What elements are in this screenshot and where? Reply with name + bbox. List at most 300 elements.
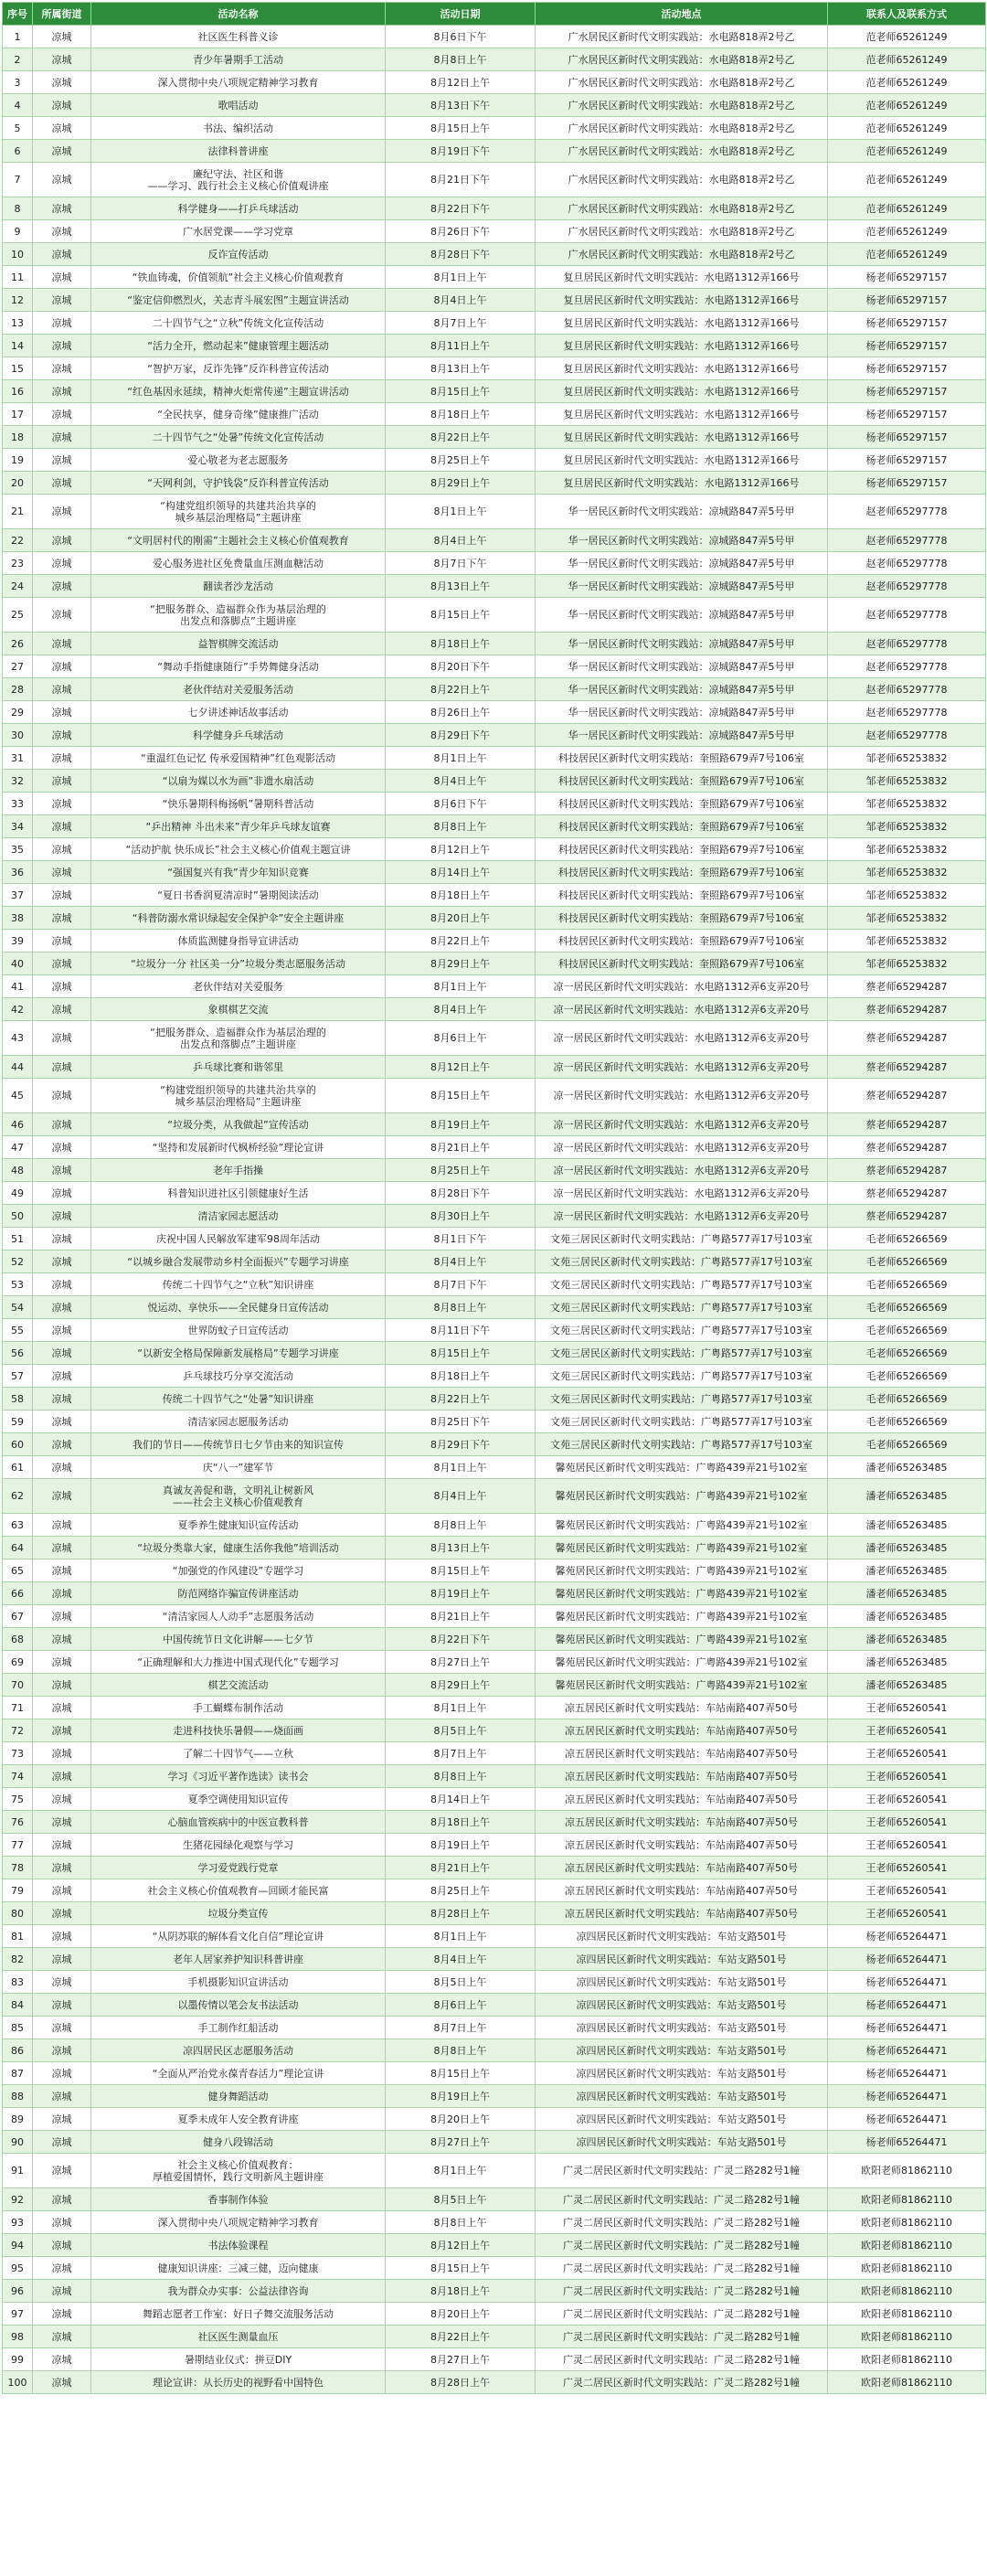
- cell-activity-date: 8月8日上午: [386, 1514, 536, 1537]
- cell-serial: 30: [3, 724, 33, 747]
- cell-serial: 51: [3, 1228, 33, 1251]
- cell-activity-location: 凉五居民区新时代文明实践站：车站南路407弄50号: [536, 1834, 828, 1857]
- table-row: [3, 495, 986, 529]
- cell-activity-location: 广水居民区新时代文明实践站：水电路818弄2号乙: [536, 26, 828, 48]
- cell-street: 凉城: [33, 1388, 91, 1410]
- cell-activity-date: 8月6日上午: [386, 1994, 536, 2017]
- cell-serial: 69: [3, 1651, 33, 1674]
- cell-street: 凉城: [33, 1537, 91, 1559]
- cell-contact: 杨老师65297157: [828, 289, 986, 312]
- cell-activity-date: 8月6日上午: [386, 1021, 536, 1056]
- cell-street: 凉城: [33, 998, 91, 1021]
- cell-activity-date: 8月11日下午: [386, 1319, 536, 1342]
- cell-activity-location: 文苑三居民区新时代文明实践站：广粤路577弄17号103室: [536, 1228, 828, 1251]
- cell-serial: 12: [3, 289, 33, 312]
- cell-activity-location: 华一居民区新时代文明实践站：凉城路847弄5号甲: [536, 678, 828, 701]
- cell-activity-date: 8月8日上午: [386, 1765, 536, 1788]
- header-activity-name: 活动名称: [91, 3, 386, 26]
- cell-activity-name: 垃圾分类宣传: [91, 1902, 386, 1925]
- cell-street: 凉城: [33, 48, 91, 71]
- cell-street: 凉城: [33, 117, 91, 140]
- table-row: [3, 2017, 986, 2039]
- cell-activity-location: 文苑三居民区新时代文明实践站：广粤路577弄17号103室: [536, 1319, 828, 1342]
- cell-contact: 欧阳老师81862110: [828, 2257, 986, 2280]
- cell-serial: 13: [3, 312, 33, 335]
- cell-activity-name: “活动护航 快乐成长”社会主义核心价值观主题宣讲: [91, 838, 386, 861]
- table-row: [3, 2085, 986, 2108]
- cell-serial: 39: [3, 930, 33, 953]
- cell-contact: 欧阳老师81862110: [828, 2211, 986, 2234]
- cell-activity-location: 广灵二居民区新时代文明实践站：广灵二路282号1幢: [536, 2154, 828, 2188]
- cell-street: 凉城: [33, 1605, 91, 1628]
- cell-contact: 潘老师65263485: [828, 1479, 986, 1514]
- cell-activity-location: 凉五居民区新时代文明实践站：车站南路407弄50号: [536, 1765, 828, 1788]
- cell-contact: 杨老师65264471: [828, 1971, 986, 1994]
- cell-activity-date: 8月28日下午: [386, 243, 536, 266]
- cell-activity-name: “从阴苏联的解体看文化自信”理论宣讲: [91, 1925, 386, 1948]
- cell-activity-location: 文苑三居民区新时代文明实践站：广粤路577弄17号103室: [536, 1296, 828, 1319]
- table-row: [3, 48, 986, 71]
- cell-activity-date: 8月1日上午: [386, 1925, 536, 1948]
- table-row: [3, 633, 986, 655]
- table-row: [3, 701, 986, 724]
- cell-activity-date: 8月29日下午: [386, 1433, 536, 1456]
- cell-activity-location: 华一居民区新时代文明实践站：凉城路847弄5号甲: [536, 495, 828, 529]
- table-row: [3, 1559, 986, 1582]
- cell-street: 凉城: [33, 2108, 91, 2131]
- cell-activity-location: 复旦居民区新时代文明实践站：水电路1312弄166号: [536, 380, 828, 403]
- cell-activity-name: 广水居党课——学习党章: [91, 220, 386, 243]
- cell-contact: 毛老师65266569: [828, 1273, 986, 1296]
- cell-serial: 77: [3, 1834, 33, 1857]
- cell-activity-name: “加强党的作风建设”专题学习: [91, 1559, 386, 1582]
- cell-activity-date: 8月7日下午: [386, 1273, 536, 1296]
- table-row: [3, 2188, 986, 2211]
- cell-activity-date: 8月15日上午: [386, 2062, 536, 2085]
- cell-serial: 94: [3, 2234, 33, 2257]
- cell-activity-date: 8月1日上午: [386, 975, 536, 998]
- cell-street: 凉城: [33, 1994, 91, 2017]
- cell-street: 凉城: [33, 655, 91, 678]
- cell-serial: 59: [3, 1410, 33, 1433]
- cell-serial: 61: [3, 1456, 33, 1479]
- cell-contact: 毛老师65266569: [828, 1365, 986, 1388]
- table-row: [3, 793, 986, 815]
- cell-contact: 潘老师65263485: [828, 1456, 986, 1479]
- cell-activity-date: 8月8日上午: [386, 815, 536, 838]
- cell-street: 凉城: [33, 1228, 91, 1251]
- cell-activity-location: 凉一居民区新时代文明实践站：水电路1312弄6支弄20号: [536, 1205, 828, 1228]
- cell-activity-date: 8月27日上午: [386, 2131, 536, 2154]
- cell-contact: 毛老师65266569: [828, 1410, 986, 1433]
- cell-serial: 76: [3, 1811, 33, 1834]
- cell-street: 凉城: [33, 598, 91, 633]
- cell-serial: 31: [3, 747, 33, 770]
- cell-activity-date: 8月8日上午: [386, 48, 536, 71]
- cell-activity-date: 8月13日上午: [386, 357, 536, 380]
- cell-serial: 71: [3, 1697, 33, 1719]
- cell-activity-date: 8月18日上午: [386, 403, 536, 426]
- table-row: [3, 2154, 986, 2188]
- cell-activity-name: “科普防溺水常识绿起安全保护伞”安全主题讲座: [91, 907, 386, 930]
- cell-activity-name: 手工制作红船活动: [91, 2017, 386, 2039]
- cell-serial: 9: [3, 220, 33, 243]
- table-row: [3, 1251, 986, 1273]
- cell-street: 凉城: [33, 747, 91, 770]
- cell-contact: 范老师65261249: [828, 243, 986, 266]
- cell-serial: 99: [3, 2348, 33, 2371]
- cell-activity-name: 走进科技快乐暑假——烧面画: [91, 1719, 386, 1742]
- cell-activity-location: 复旦居民区新时代文明实践站：水电路1312弄166号: [536, 266, 828, 289]
- cell-activity-location: 广水居民区新时代文明实践站：水电路818弄2号乙: [536, 140, 828, 163]
- cell-contact: 赵老师65297778: [828, 575, 986, 598]
- cell-activity-location: 复旦居民区新时代文明实践站：水电路1312弄166号: [536, 335, 828, 357]
- cell-activity-location: 凉四居民区新时代文明实践站：车站支路501号: [536, 2017, 828, 2039]
- cell-serial: 10: [3, 243, 33, 266]
- cell-activity-date: 8月21日上午: [386, 1136, 536, 1159]
- cell-contact: 赵老师65297778: [828, 495, 986, 529]
- cell-activity-name: “以新安全格局保障新发展格局”专题学习讲座: [91, 1342, 386, 1365]
- table-row: [3, 1628, 986, 1651]
- cell-contact: 蔡老师65294287: [828, 1021, 986, 1056]
- cell-serial: 100: [3, 2371, 33, 2394]
- cell-contact: 毛老师65266569: [828, 1251, 986, 1273]
- cell-street: 凉城: [33, 1456, 91, 1479]
- cell-activity-location: 凉一居民区新时代文明实践站：水电路1312弄6支弄20号: [536, 1079, 828, 1113]
- table-row: [3, 1765, 986, 1788]
- cell-activity-date: 8月19日上午: [386, 1834, 536, 1857]
- cell-serial: 22: [3, 529, 33, 552]
- cell-street: 凉城: [33, 1159, 91, 1182]
- table-row: [3, 2348, 986, 2371]
- cell-activity-name: 老伙伴结对关爱服务: [91, 975, 386, 998]
- cell-street: 凉城: [33, 289, 91, 312]
- table-row: [3, 1182, 986, 1205]
- table-row: [3, 117, 986, 140]
- cell-street: 凉城: [33, 815, 91, 838]
- cell-activity-location: 凉五居民区新时代文明实践站：车站南路407弄50号: [536, 1902, 828, 1925]
- cell-serial: 97: [3, 2303, 33, 2326]
- cell-activity-name: 香事制作体验: [91, 2188, 386, 2211]
- cell-activity-name: 科学健身乒乓球活动: [91, 724, 386, 747]
- cell-activity-date: 8月1日上午: [386, 747, 536, 770]
- cell-street: 凉城: [33, 1582, 91, 1605]
- cell-street: 凉城: [33, 2062, 91, 2085]
- cell-activity-date: 8月28日上午: [386, 1902, 536, 1925]
- cell-activity-date: 8月29日上午: [386, 472, 536, 495]
- table-row: [3, 197, 986, 220]
- cell-contact: 蔡老师65294287: [828, 1159, 986, 1182]
- cell-serial: 29: [3, 701, 33, 724]
- cell-street: 凉城: [33, 1971, 91, 1994]
- cell-activity-name: 七夕讲述神话故事活动: [91, 701, 386, 724]
- cell-activity-name: 歌唱活动: [91, 94, 386, 117]
- cell-serial: 33: [3, 793, 33, 815]
- cell-contact: 王老师65260541: [828, 1902, 986, 1925]
- cell-activity-name: 二十四节气之“立秋”传统文化宣传活动: [91, 312, 386, 335]
- cell-contact: 杨老师65264471: [828, 2108, 986, 2131]
- cell-activity-location: 华一居民区新时代文明实践站：凉城路847弄5号甲: [536, 633, 828, 655]
- cell-street: 凉城: [33, 2303, 91, 2326]
- cell-activity-name: 学习《习近平著作选读》读书会: [91, 1765, 386, 1788]
- table-row: [3, 770, 986, 793]
- cell-activity-date: 8月4日上午: [386, 289, 536, 312]
- cell-activity-location: 馨苑居民区新时代文明实践站：广粤路439弄21号102室: [536, 1582, 828, 1605]
- cell-serial: 66: [3, 1582, 33, 1605]
- cell-activity-name: “鉴定信仰燃烈火，关志青斗展宏图”主题宣讲活动: [91, 289, 386, 312]
- table-row: [3, 529, 986, 552]
- cell-street: 凉城: [33, 1765, 91, 1788]
- cell-activity-name: “垃圾分一分 社区美一分”垃圾分类志愿服务活动: [91, 953, 386, 975]
- cell-activity-name: 翻读者沙龙活动: [91, 575, 386, 598]
- cell-serial: 37: [3, 884, 33, 907]
- cell-contact: 欧阳老师81862110: [828, 2154, 986, 2188]
- cell-activity-date: 8月1日下午: [386, 1228, 536, 1251]
- cell-activity-location: 广灵二居民区新时代文明实践站：广灵二路282号1幢: [536, 2234, 828, 2257]
- cell-contact: 赵老师65297778: [828, 655, 986, 678]
- cell-street: 凉城: [33, 1273, 91, 1296]
- table-row: [3, 449, 986, 472]
- table-row: [3, 598, 986, 633]
- cell-activity-location: 华一居民区新时代文明实践站：凉城路847弄5号甲: [536, 701, 828, 724]
- cell-activity-date: 8月20日上午: [386, 907, 536, 930]
- cell-contact: 王老师65260541: [828, 1879, 986, 1902]
- cell-activity-name: 健康知识讲座：三减三健，迈向健康: [91, 2257, 386, 2280]
- cell-activity-location: 科技居民区新时代文明实践站：奎照路679弄7号106室: [536, 747, 828, 770]
- cell-serial: 75: [3, 1788, 33, 1811]
- cell-serial: 15: [3, 357, 33, 380]
- cell-activity-date: 8月7日上午: [386, 2017, 536, 2039]
- cell-street: 凉城: [33, 94, 91, 117]
- cell-activity-date: 8月4日上午: [386, 529, 536, 552]
- cell-activity-date: 8月15日上午: [386, 1342, 536, 1365]
- cell-street: 凉城: [33, 2154, 91, 2188]
- cell-contact: 欧阳老师81862110: [828, 2188, 986, 2211]
- cell-activity-name: “文明居村代的刚需”主题社会主义核心价值观教育: [91, 529, 386, 552]
- cell-activity-name: 夏季养生健康知识宣传活动: [91, 1514, 386, 1537]
- cell-serial: 88: [3, 2085, 33, 2108]
- table-row: [3, 2326, 986, 2348]
- table-row: [3, 1319, 986, 1342]
- cell-activity-location: 广灵二居民区新时代文明实践站：广灵二路282号1幢: [536, 2348, 828, 2371]
- cell-contact: 王老师65260541: [828, 1788, 986, 1811]
- cell-activity-date: 8月18日上午: [386, 1365, 536, 1388]
- table-row: [3, 2211, 986, 2234]
- cell-activity-name: “舞动手指健康随行”手势舞健身活动: [91, 655, 386, 678]
- table-row: [3, 1948, 986, 1971]
- cell-contact: 蔡老师65294287: [828, 1113, 986, 1136]
- cell-street: 凉城: [33, 633, 91, 655]
- cell-activity-date: 8月25日上午: [386, 449, 536, 472]
- cell-activity-date: 8月12日上午: [386, 71, 536, 94]
- cell-activity-name: 科普知识进社区引领健康好生活: [91, 1182, 386, 1205]
- cell-serial: 90: [3, 2131, 33, 2154]
- cell-serial: 23: [3, 552, 33, 575]
- cell-activity-date: 8月29日上午: [386, 1674, 536, 1697]
- cell-activity-date: 8月30日上午: [386, 1205, 536, 1228]
- cell-serial: 21: [3, 495, 33, 529]
- cell-activity-date: 8月20日下午: [386, 655, 536, 678]
- cell-contact: 杨老师65264471: [828, 2085, 986, 2108]
- cell-activity-location: 华一居民区新时代文明实践站：凉城路847弄5号甲: [536, 724, 828, 747]
- table-row: [3, 403, 986, 426]
- cell-contact: 潘老师65263485: [828, 1605, 986, 1628]
- cell-serial: 86: [3, 2039, 33, 2062]
- cell-serial: 43: [3, 1021, 33, 1056]
- cell-street: 凉城: [33, 930, 91, 953]
- cell-street: 凉城: [33, 907, 91, 930]
- cell-activity-location: 华一居民区新时代文明实践站：凉城路847弄5号甲: [536, 598, 828, 633]
- cell-contact: 邹老师65253832: [828, 770, 986, 793]
- cell-serial: 56: [3, 1342, 33, 1365]
- cell-street: 凉城: [33, 1674, 91, 1697]
- cell-contact: 赵老师65297778: [828, 678, 986, 701]
- cell-activity-date: 8月7日下午: [386, 552, 536, 575]
- cell-activity-date: 8月5日上午: [386, 1971, 536, 1994]
- cell-activity-date: 8月4日上午: [386, 1948, 536, 1971]
- cell-serial: 45: [3, 1079, 33, 1113]
- table-row: [3, 2131, 986, 2154]
- cell-activity-location: 凉四居民区新时代文明实践站：车站支路501号: [536, 2085, 828, 2108]
- cell-serial: 36: [3, 861, 33, 884]
- cell-activity-location: 广灵二居民区新时代文明实践站：广灵二路282号1幢: [536, 2188, 828, 2211]
- table-row: [3, 1410, 986, 1433]
- cell-activity-location: 凉一居民区新时代文明实践站：水电路1312弄6支弄20号: [536, 1021, 828, 1056]
- cell-activity-date: 8月22日上午: [386, 2326, 536, 2348]
- table-row: [3, 1582, 986, 1605]
- cell-street: 凉城: [33, 1479, 91, 1514]
- cell-contact: 王老师65260541: [828, 1834, 986, 1857]
- cell-activity-location: 文苑三居民区新时代文明实践站：广粤路577弄17号103室: [536, 1365, 828, 1388]
- cell-activity-location: 广灵二居民区新时代文明实践站：广灵二路282号1幢: [536, 2326, 828, 2348]
- table-row: [3, 1205, 986, 1228]
- cell-activity-date: 8月26日下午: [386, 220, 536, 243]
- cell-activity-location: 文苑三居民区新时代文明实践站：广粤路577弄17号103室: [536, 1273, 828, 1296]
- cell-contact: 杨老师65264471: [828, 1925, 986, 1948]
- cell-serial: 25: [3, 598, 33, 633]
- cell-street: 凉城: [33, 1342, 91, 1365]
- cell-contact: 欧阳老师81862110: [828, 2326, 986, 2348]
- cell-activity-name: 科学健身——打乒乓球活动: [91, 197, 386, 220]
- cell-activity-location: 广灵二居民区新时代文明实践站：广灵二路282号1幢: [536, 2280, 828, 2303]
- cell-street: 凉城: [33, 357, 91, 380]
- cell-activity-date: 8月12日上午: [386, 838, 536, 861]
- cell-activity-name: 体质监测健身指导宣讲活动: [91, 930, 386, 953]
- cell-activity-location: 科技居民区新时代文明实践站：奎照路679弄7号106室: [536, 884, 828, 907]
- cell-street: 凉城: [33, 838, 91, 861]
- cell-street: 凉城: [33, 1251, 91, 1273]
- cell-serial: 40: [3, 953, 33, 975]
- cell-activity-location: 文苑三居民区新时代文明实践站：广粤路577弄17号103室: [536, 1388, 828, 1410]
- cell-serial: 35: [3, 838, 33, 861]
- table-row: [3, 472, 986, 495]
- table-row: [3, 1994, 986, 2017]
- cell-contact: 赵老师65297778: [828, 701, 986, 724]
- cell-activity-location: 复旦居民区新时代文明实践站：水电路1312弄166号: [536, 357, 828, 380]
- cell-serial: 46: [3, 1113, 33, 1136]
- cell-contact: 邹老师65253832: [828, 747, 986, 770]
- cell-activity-location: 凉五居民区新时代文明实践站：车站南路407弄50号: [536, 1879, 828, 1902]
- cell-street: 凉城: [33, 2371, 91, 2394]
- cell-street: 凉城: [33, 449, 91, 472]
- cell-street: 凉城: [33, 953, 91, 975]
- cell-activity-date: 8月19日上午: [386, 1113, 536, 1136]
- table-row: [3, 140, 986, 163]
- cell-activity-name: 夏季空调使用知识宣传: [91, 1788, 386, 1811]
- cell-activity-name: 理论宣讲：从长历史的视野看中国特色: [91, 2371, 386, 2394]
- cell-activity-location: 科技居民区新时代文明实践站：奎照路679弄7号106室: [536, 838, 828, 861]
- cell-activity-name: “坚持和发展新时代枫桥经验”理论宣讲: [91, 1136, 386, 1159]
- table-row: [3, 1342, 986, 1365]
- cell-contact: 邹老师65253832: [828, 884, 986, 907]
- cell-activity-location: 华一居民区新时代文明实践站：凉城路847弄5号甲: [536, 529, 828, 552]
- cell-serial: 24: [3, 575, 33, 598]
- cell-street: 凉城: [33, 335, 91, 357]
- cell-activity-date: 8月12日上午: [386, 2234, 536, 2257]
- cell-street: 凉城: [33, 380, 91, 403]
- cell-activity-location: 凉四居民区新时代文明实践站：车站支路501号: [536, 1994, 828, 2017]
- cell-contact: 范老师65261249: [828, 26, 986, 48]
- cell-activity-location: 复旦居民区新时代文明实践站：水电路1312弄166号: [536, 403, 828, 426]
- table-row: [3, 884, 986, 907]
- cell-activity-name: 乒乓球比赛和谐邻里: [91, 1056, 386, 1079]
- cell-activity-name: 防范网络诈骗宣传讲座活动: [91, 1582, 386, 1605]
- cell-serial: 87: [3, 2062, 33, 2085]
- cell-street: 凉城: [33, 266, 91, 289]
- cell-activity-location: 馨苑居民区新时代文明实践站：广粤路439弄21号102室: [536, 1674, 828, 1697]
- cell-activity-location: 馨苑居民区新时代文明实践站：广粤路439弄21号102室: [536, 1628, 828, 1651]
- cell-serial: 44: [3, 1056, 33, 1079]
- table-row: [3, 1879, 986, 1902]
- cell-activity-location: 华一居民区新时代文明实践站：凉城路847弄5号甲: [536, 575, 828, 598]
- cell-activity-location: 馨苑居民区新时代文明实践站：广粤路439弄21号102室: [536, 1537, 828, 1559]
- cell-activity-date: 8月20日上午: [386, 2108, 536, 2131]
- cell-serial: 1: [3, 26, 33, 48]
- cell-serial: 4: [3, 94, 33, 117]
- cell-contact: 范老师65261249: [828, 140, 986, 163]
- cell-activity-name: 夏季未成年人安全教育讲座: [91, 2108, 386, 2131]
- cell-contact: 杨老师65264471: [828, 1948, 986, 1971]
- cell-contact: 杨老师65264471: [828, 2131, 986, 2154]
- cell-contact: 王老师65260541: [828, 1697, 986, 1719]
- cell-contact: 欧阳老师81862110: [828, 2234, 986, 2257]
- cell-street: 凉城: [33, 312, 91, 335]
- cell-activity-location: 凉一居民区新时代文明实践站：水电路1312弄6支弄20号: [536, 998, 828, 1021]
- cell-activity-location: 馨苑居民区新时代文明实践站：广粤路439弄21号102室: [536, 1456, 828, 1479]
- cell-activity-name: “垃圾分类靠大家，健康生活你我他”培训活动: [91, 1537, 386, 1559]
- cell-activity-location: 科技居民区新时代文明实践站：奎照路679弄7号106室: [536, 907, 828, 930]
- cell-street: 凉城: [33, 770, 91, 793]
- cell-street: 凉城: [33, 861, 91, 884]
- cell-contact: 杨老师65297157: [828, 472, 986, 495]
- cell-activity-date: 8月15日上午: [386, 2257, 536, 2280]
- cell-activity-name: 悦运动、享快乐——全民健身日宣传活动: [91, 1296, 386, 1319]
- cell-street: 凉城: [33, 1719, 91, 1742]
- cell-street: 凉城: [33, 701, 91, 724]
- cell-contact: 杨老师65264471: [828, 2017, 986, 2039]
- table-row: [3, 1079, 986, 1113]
- cell-serial: 63: [3, 1514, 33, 1537]
- table-row: [3, 335, 986, 357]
- cell-activity-date: 8月25日上午: [386, 1879, 536, 1902]
- cell-activity-location: 凉五居民区新时代文明实践站：车站南路407弄50号: [536, 1719, 828, 1742]
- cell-contact: 王老师65260541: [828, 1742, 986, 1765]
- table-row: [3, 1834, 986, 1857]
- cell-activity-date: 8月4日上午: [386, 1479, 536, 1514]
- cell-activity-date: 8月15日上午: [386, 117, 536, 140]
- cell-activity-name: “以扇为媒以水为画”非遗水扇活动: [91, 770, 386, 793]
- cell-activity-date: 8月1日上午: [386, 266, 536, 289]
